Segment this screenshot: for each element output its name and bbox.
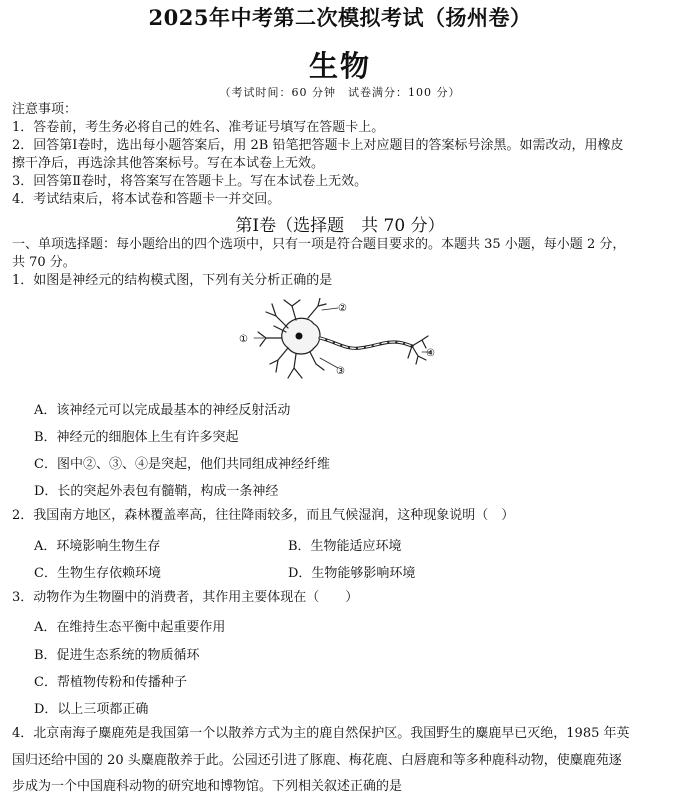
note-item: 3．回答第Ⅱ卷时，将答案写在答题卡上。写在本试卷上无效。	[12, 174, 368, 189]
note-item: 2．回答第Ⅰ卷时，选出每小题答案后，用 2B 铅笔把答题卡上对应题目的答案标号涂黑。如需改动，用橡皮	[12, 138, 624, 153]
q2-stem: 2．我国南方地区，森林覆盖率高，往往降雨较多，而且气候湿润，这种现象说明（ ）	[12, 508, 515, 523]
axon-terminals-shape	[408, 336, 428, 364]
q3-option-c: C．帮植物传粉和传播种子	[34, 675, 187, 690]
q3-stem: 3．动物作为生物圈中的消费者，其作用主要体现在（ ）	[12, 590, 359, 605]
figure-label-3: ③	[336, 366, 345, 377]
q2-option-c: C．生物生存依赖环境	[34, 566, 161, 581]
q3-option-b: B．促进生态系统的物质循环	[34, 648, 200, 663]
q1-option-a: A．该神经元可以完成最基本的神经反射活动	[34, 403, 291, 418]
section-instruction: 一、单项选择题：每小题给出的四个选项中，只有一项是符合题目要求的。本题共 35 小题，每小题 2 分，	[12, 237, 626, 252]
figure-label-1: ①	[239, 334, 248, 345]
q3-option-d: D．以上三项都正确	[34, 702, 149, 717]
q1-option-b: B．神经元的细胞体上生有许多突起	[34, 430, 239, 445]
q4-line: 国归还给中国的 20 头麋鹿散养于此。公园还引进了豚鹿、梅花鹿、白唇鹿和等多种鹿科动物，使麋鹿苑逐	[12, 753, 622, 768]
q1-stem: 1．如图是神经元的结构模式图，下列有关分析正确的是	[12, 273, 333, 288]
note-item: 4．考试结束后，将本试卷和答题卡一并交回。	[12, 192, 281, 207]
q2-option-b: B．生物能适应环境	[288, 539, 402, 554]
exam-title: 2025年中考第二次模拟考试（扬州卷）	[148, 5, 532, 30]
q4-line: 步成为一个中国鹿科动物的研究地和博物馆。下列相关叙述正确的是	[12, 779, 403, 794]
q2-option-d: D．生物能够影响环境	[288, 566, 416, 581]
q3-option-a: A．在维持生态平衡中起重要作用	[34, 620, 226, 635]
q1-option-d: D．长的突起外表包有髓鞘，构成一条神经	[34, 484, 279, 499]
nucleus-shape	[296, 333, 303, 340]
q1-option-c: C．图中②、③、④是突起，他们共同组成神经纤维	[34, 457, 330, 472]
figure-label-2: ②	[338, 303, 347, 314]
note-item: 擦干净后，再选涂其他答案标号。写在本试卷上无效。	[12, 156, 325, 171]
subject-title: 生物	[308, 49, 371, 83]
q2-option-a: A．环境影响生物生存	[34, 539, 161, 554]
q4-line: 4．北京南海子麋鹿苑是我国第一个以散养方式为主的鹿自然保护区。我国野生的麋鹿早已灭绝，1985 年英	[12, 726, 630, 741]
exam-info: （考试时间：60 分钟 试卷满分：100 分）	[219, 86, 461, 99]
section-instruction-cont: 共 70 分。	[12, 255, 76, 270]
figure-label-4: ④	[426, 348, 435, 359]
note-item: 1．答卷前，考生务必将自己的姓名、准考证号填写在答题卡上。	[12, 120, 385, 135]
notes-heading: 注意事项：	[12, 102, 78, 117]
neuron-diagram	[236, 298, 440, 384]
section-title: 第Ⅰ卷（选择题 共 70 分）	[235, 216, 445, 236]
